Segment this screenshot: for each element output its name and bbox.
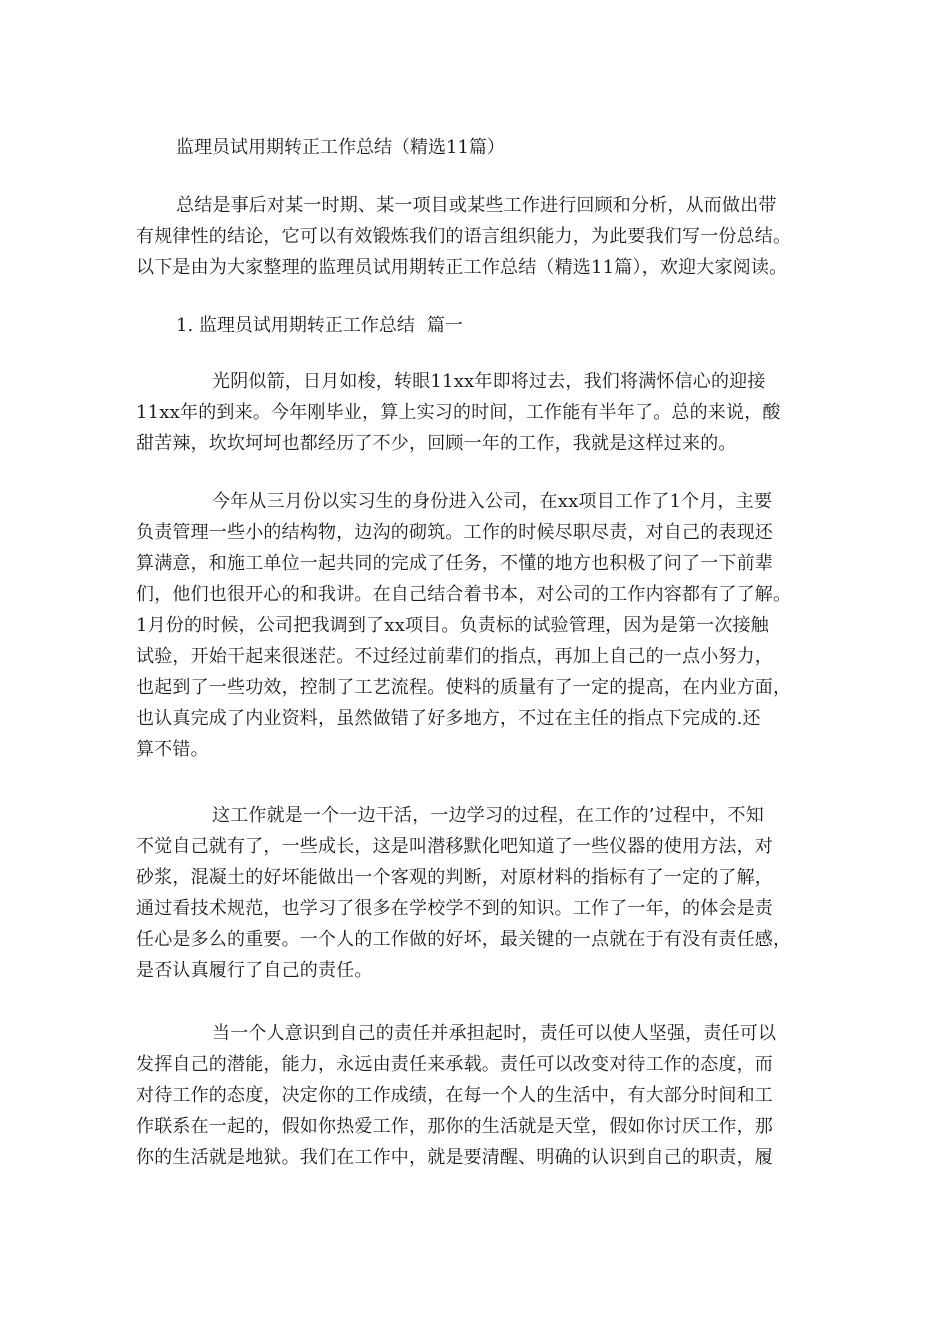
text-line: 1月份的时候，公司把我调到了xx项目。负责标的试验管理，因为是第一次接触: [136, 615, 769, 636]
text-line: 试验，开始干起来很迷茫。不过经过前辈们的指点，再加上自己的一点小努力，: [136, 646, 773, 667]
text-line: 光阴似箭，日月如梭，转眼11xx年即将过去，我们将满怀信心的迎接: [212, 371, 766, 392]
section-heading-title: 1. 监理员试用期转正工作总结: [176, 315, 415, 336]
body-paragraph: [136, 366, 826, 459]
text-line: 们，他们也很开心的和我讲。在自己结合着书本，对公司的工作内容都有了了解。: [136, 584, 792, 605]
text-line: 也认真完成了内业资料，虽然做错了好多地方，不过在主任的指点下完成的.还: [136, 708, 761, 729]
intro-paragraph: [136, 190, 826, 283]
text-line: 算满意，和施工单位一起共同的完成了任务，不懂的地方也积极了问了一下前辈: [136, 553, 773, 574]
text-line: 对待工作的态度，决定你的工作成绩，在每一个人的生活中，有大部分时间和工: [136, 1085, 773, 1106]
body-paragraph: [136, 486, 826, 765]
text-line: 甜苦辣，坎坎坷坷也都经历了不少，回顾一年的工作，我就是这样过来的。: [136, 433, 737, 454]
text-line: 作联系在一起的，假如你热爱工作，那你的生活就是天堂，假如你讨厌工作，那: [136, 1116, 773, 1137]
body-paragraph: [136, 800, 826, 986]
text-line: 负责管理一些小的结构物，边沟的砌筑。工作的时候尽职尽责，对自己的表现还: [136, 522, 773, 543]
text-line: 以下是由为大家整理的监理员试用期转正工作总结（精选11篇），欢迎大家阅读。: [136, 257, 788, 278]
text-line: 任心是多么的重要。一个人的工作做的好坏，最关键的一点就在于有没有责任感，: [136, 929, 792, 950]
text-line: 砂浆，混凝土的好坏能做出一个客观的判断，对原材料的指标有了一定的了解，: [136, 867, 773, 888]
text-line: 也起到了一些功效，控制了工艺流程。使料的质量有了一定的提高，在内业方面，: [136, 677, 792, 698]
document-title: 监理员试用期转正工作总结（精选11篇）: [176, 137, 505, 158]
text-line: 有规律性的结论，它可以有效锻炼我们的语言组织能力，为此要我们写一份总结。: [136, 226, 792, 247]
text-line: 总结是事后对某一时期、某一项目或某些工作进行回顾和分析，从而做出带: [176, 195, 777, 216]
text-line: 11xx年的到来。今年刚毕业，算上实习的时间，工作能有半年了。总的来说，酸: [136, 402, 781, 423]
body-paragraph: [136, 1018, 826, 1173]
text-line: 这工作就是一个一边干活，一边学习的过程，在工作的’过程中，不知: [212, 805, 764, 826]
text-line: 是否认真履行了自己的责任。: [136, 960, 373, 981]
text-line: 不觉自己就有了，一些成长，这是叫潜移默化吧知道了一些仪器的使用方法，对: [136, 836, 773, 857]
text-line: 今年从三月份以实习生的身份进入公司，在xx项目工作了1个月，主要: [212, 491, 773, 512]
text-line: 当一个人意识到自己的责任并承担起时，责任可以使人坚强，责任可以: [212, 1023, 777, 1044]
text-line: 你的生活就是地狱。我们在工作中，就是要清醒、明确的认识到自己的职责，履: [136, 1147, 773, 1168]
section-heading: [176, 312, 463, 340]
text-line: 发挥自己的潜能，能力，永远由责任来承载。责任可以改变对待工作的态度，而: [136, 1054, 773, 1075]
text-line: 通过看技术规范，也学习了很多在学校学不到的知识。工作了一年，的体会是责: [136, 898, 773, 919]
text-line: 算不错。: [136, 739, 209, 760]
section-heading-label: 篇一: [426, 315, 463, 336]
